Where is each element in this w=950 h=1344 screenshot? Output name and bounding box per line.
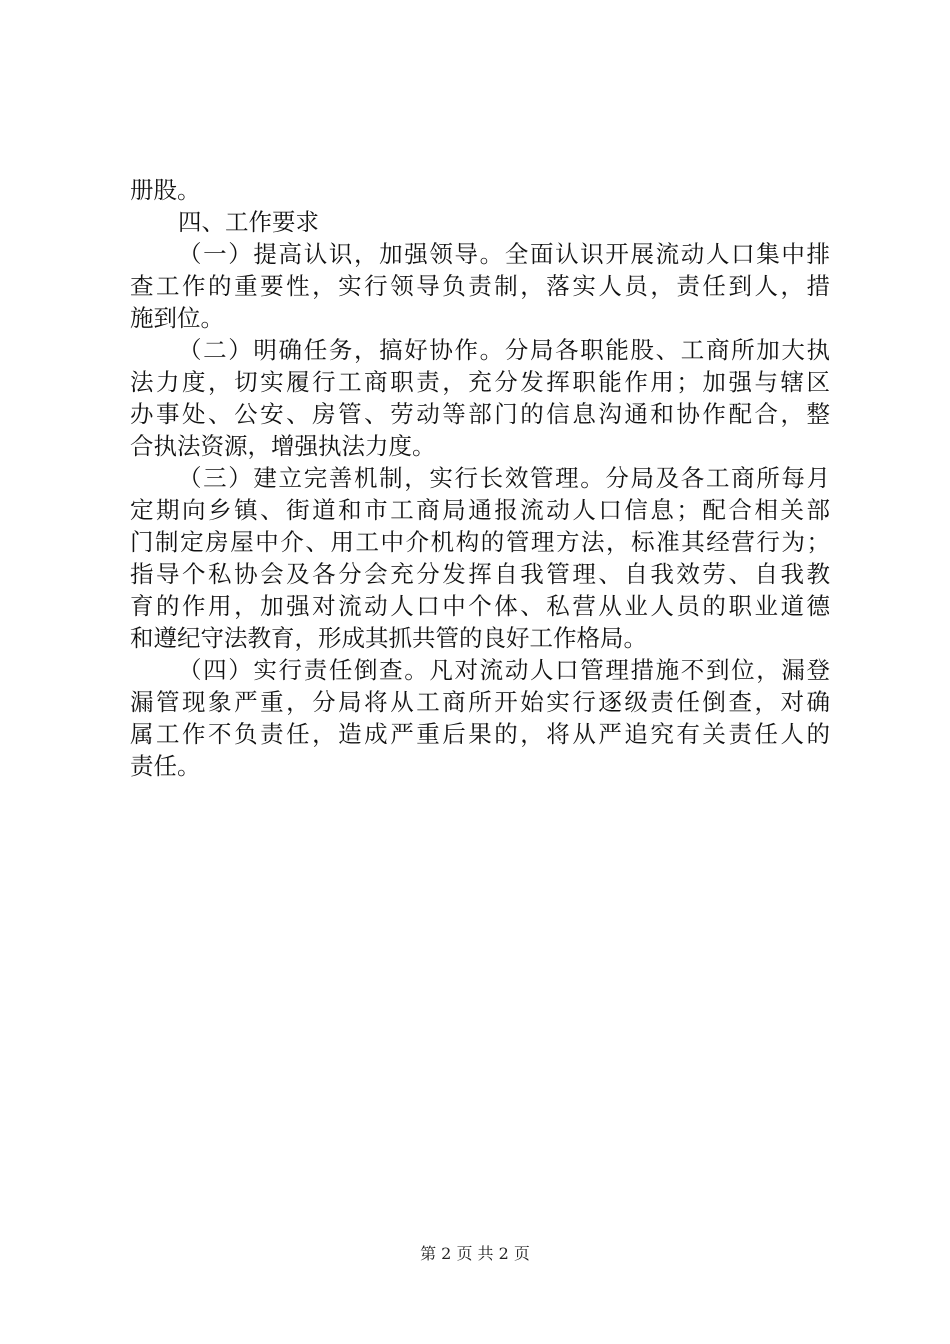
- text-line: 合执法资源，增强执法力度。: [130, 432, 436, 460]
- text-line: （三）建立完善机制，实行长效管理。分局及各工商所每月: [178, 464, 830, 492]
- text-line: 门制定房屋中介、用工中介机构的管理方法，标准其经营行为；: [130, 528, 830, 556]
- text-line: 指导个私协会及各分会充分发挥自我管理、自我效劳、自我教: [130, 560, 830, 588]
- text-line: 和遵纪守法教育，形成其抓共管的良好工作格局。: [130, 624, 647, 652]
- text-line: 查工作的重要性，实行领导负责制，落实人员，责任到人，措: [130, 272, 830, 300]
- text-line: 育的作用，加强对流动人口中个体、私营从业人员的职业道德: [130, 592, 830, 620]
- page-footer: 第 2 页 共 2 页: [420, 1244, 530, 1263]
- text-line: （四）实行责任倒查。凡对流动人口管理措施不到位，漏登: [178, 656, 830, 684]
- text-line: 责任。: [130, 752, 201, 780]
- section-heading: 四、工作要求: [178, 208, 319, 236]
- text-line: 法力度，切实履行工商职责，充分发挥职能作用；加强与辖区: [130, 368, 830, 396]
- text-line: 施到位。: [130, 304, 224, 332]
- text-line: 定期向乡镇、街道和市工商局通报流动人口信息；配合相关部: [130, 496, 830, 524]
- text-line: （二）明确任务，搞好协作。分局各职能股、工商所加大执: [178, 336, 830, 364]
- text-line: （一）提高认识，加强领导。全面认识开展流动人口集中排: [178, 240, 830, 268]
- text-line: 漏管现象严重，分局将从工商所开始实行逐级责任倒查，对确: [130, 688, 830, 716]
- text-line: 办事处、公安、房管、劳动等部门的信息沟通和协作配合，整: [130, 400, 830, 428]
- text-line: 属工作不负责任，造成严重后果的，将从严追究有关责任人的: [130, 720, 830, 748]
- text-line: 册股。: [130, 176, 201, 204]
